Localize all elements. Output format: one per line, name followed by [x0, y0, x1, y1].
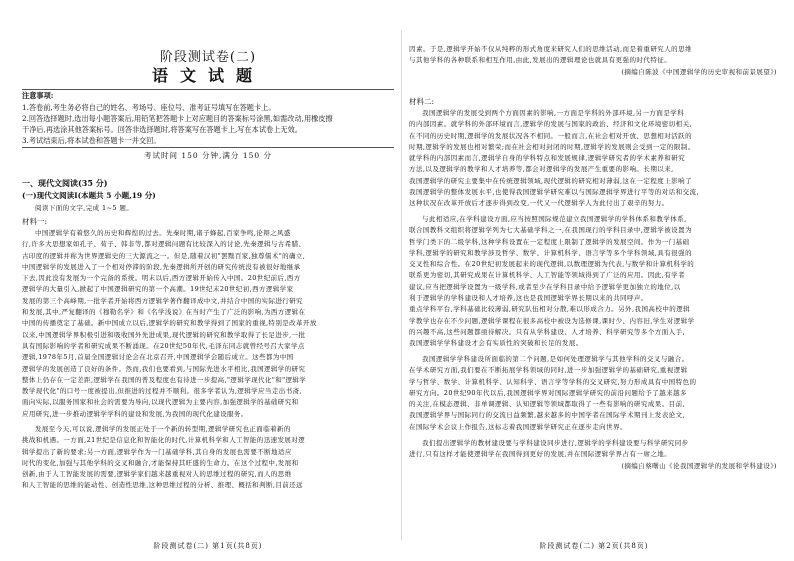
text-line: 我国逻辑学的研究主要集中在传统逻辑领域,现代逻辑的研究相对薄弱,这在一定程度上影响了: [409, 176, 693, 185]
text-line: 利于逻辑学的学科建设和人才培养,这也是我国逻辑学界长期以来的共同呼声。: [409, 294, 648, 303]
text-line: 我国逻辑学的整体发展水平,也使得我国逻辑学研究难以与国际逻辑学界进行平等的对话和交流,: [409, 188, 699, 197]
page-footer: 阶段测试卷(二) 第1页(共8页): [153, 542, 263, 550]
material-label: 材料一:: [22, 217, 48, 226]
text-line: 在国际学术会议上作报告,这标志着我国逻辑学研究正在逐步走向世界。: [409, 422, 627, 431]
page-footer: 阶段测试卷(二) 第2页(共8页): [539, 542, 649, 550]
text-line: 时期,逻辑学的发展也相对繁荣;而在社会相对封闭的时期,逻辑学的发展则会受到一定的限制。: [409, 142, 695, 151]
instruction: [22, 203, 394, 214]
subsection-heading: (一)现代文阅读Ⅰ(本题共 5 小题,19 分): [22, 191, 156, 200]
text-line: 时代的变化,加强与其他学科的交叉和融合,才能保持其旺盛的生命力。在这个过程中,发展和: [22, 458, 299, 467]
page-2: [409, 0, 779, 561]
passage-1-para-1: [22, 228, 394, 420]
text-line: 和发展,其中,严复翻译的《穆勒名学》和《名学浅说》在当时产生了广泛的影响,为西方逻辑在: [22, 308, 306, 317]
source-citation: (摘编自陈波《中国逻辑学的历史审视和前景展望》): [621, 67, 777, 76]
text-line: 学与哲学、数学、计算机科学、认知科学、语言学等学科的交叉研究,努力形成具有中国特色的: [409, 377, 697, 386]
passage-2-para-1: [409, 108, 779, 210]
text-line: 进行,只有这样才能使逻辑学在我国得到更好的发展,并在国际逻辑学界占有一席之地。: [409, 450, 672, 459]
note-line: 3.考试结束后,将本试卷和答题卡一并交回。: [22, 136, 161, 145]
text-line: 中国的传播奠定了基础。新中国成立以后,逻辑学的研究和教学得到了国家的重视,特别是改革开放: [22, 319, 317, 328]
text-line: 联合国教科文组织将逻辑学列为七大基础学科之一,在我国现行的学科目录中,逻辑学被设置为: [409, 226, 693, 235]
source-citation: (摘编自蔡曙山《论我国逻辑学的发展和学科建设》): [621, 461, 777, 470]
text-line: 具有国际影响的学者和研究成果不断涌现。在20世纪50年代,毛泽东同志就曾经号召大家学点: [22, 341, 305, 350]
text-line: 这种状况在改革开放后才逐步得到改变,一代又一代逻辑学人为此付出了艰辛的努力。: [409, 199, 669, 208]
passage-1-para-2: [22, 424, 394, 492]
text-line: 逻辑学的发展创造了良好的条件。然而,我们也要看到,与国际先进水平相比,我国逻辑学的研究: [22, 364, 306, 373]
text-line: 发展的第三个高峰期,一批学者开始将西方逻辑学著作翻译成中文,并结合中国的实际进行研究: [22, 296, 303, 305]
passage-2-para-2: [409, 214, 779, 350]
text-line: 因素。于是,逻辑学开始不仅从纯粹的形式角度来研究人们的思维活动,而是着重研究人的思维: [409, 45, 693, 53]
note-line: 1.答卷前,考生务必将自己的姓名、考场号、座位号、准考证号填写在答题卡上。: [22, 103, 276, 112]
notes-bottom-rule: [22, 147, 394, 148]
text-line: 联系更为密切,其研究成果在计算机科学、人工智能等领域得到了广泛的应用。因此,有学者: [409, 271, 686, 280]
text-line: 逻辑,1978年5月,首届全国逻辑讨论会在北京召开,中国逻辑学会随后成立。这些都为中国: [22, 353, 294, 362]
text-line: 研究方向。20世纪90年代以后,我国逻辑学界对国际逻辑学研究的前沿问题给予了越来越多: [409, 388, 688, 397]
text-line: 建议,应当把逻辑学设置为一级学科,或者至少在学科目录中给予逻辑学更加独立的地位,以: [409, 282, 681, 291]
passage-2-para-3: [409, 354, 779, 433]
note-line: 2.回答选择题时,选出每小题答案后,用铅笔把答题卡上对应题目的答案标号涂黑,如需改动,用橡皮擦: [22, 114, 333, 123]
text-line: 与此相适应,在学科建设方面,应当按照国际规范建立我国逻辑学的学科体系和教学体系,: [422, 215, 687, 223]
exam-time: 考试时间 150 分钟,满分 150 分: [143, 151, 273, 160]
text-line: 我们提出逻辑学的教材建设要与学科建设同步进行,逻辑学的学科建设要与科学研究同步: [422, 439, 689, 447]
text-line: 与其他学科的各种联系和相互作用,由此,发展出的逻辑理论也就具有更强的时代特征。: [409, 56, 672, 65]
notes-heading: 注意事项:: [22, 91, 54, 100]
text-line: 行,许多大思想家如孔子、荀子、韩非等,都对逻辑问题有比较深入的讨论,先秦逻辑与古希腊、: [22, 240, 306, 249]
text-line: 的内部因素。就学科的外部环境而言,逻辑学的发展与国家的政治、经济和文化环境密切相关,: [409, 120, 693, 129]
material-label-2: 材料二:: [409, 97, 435, 106]
text-line: 古印度的逻辑并称为世界逻辑史的三大源流之一。但是,随着汉初"罢黜百家,独尊儒术"的确立,: [22, 251, 306, 260]
passage-1-ending: [409, 44, 779, 78]
text-line: 以来,中国逻辑学界积极引进和吸收国外先进成果,现代逻辑的研究和教学取得了长足进步,一批: [22, 330, 306, 339]
text-line: 的关注,在模态逻辑、非单调逻辑、认知逻辑等领域都取得了一些有影响的研究成果。目前,: [409, 400, 686, 409]
text-line: 在学术研究方面,我们要在不断拓展学科领域的同时,进一步加强逻辑学的基础研究,重视逻辑: [409, 366, 688, 375]
text-line: 我国逻辑学学科建设才会有实质性的突破和长足的发展。: [409, 339, 583, 348]
text-line: 整体上仍存在一定差距,逻辑学在我国的普及程度也有待进一步提高,"逻辑学现代化"和"逻辑学: [22, 375, 307, 384]
text-line: 方法,以及逻辑学的教学和人才培养等,都会对逻辑学的发展产生重要的影响。长期以来,: [409, 165, 674, 174]
text-line: 在不同的历史时期,逻辑学的发展状况各不相同。一般而言,在社会相对开放、思想相对活跃的: [409, 131, 693, 140]
page-1: [22, 0, 394, 561]
text-line: 我国逻辑学界与国际同行的交流日益频繁,越来越多的中国学者在国际学术期刊上发表论文,: [409, 411, 686, 420]
text-line: 面向实际,以服务国家和社会的需要为导向,以现代逻辑为主要内容,加强逻辑学的基础研究和: [22, 398, 299, 407]
text-line: 就学科的内部因素而言,逻辑学自身的学科特点和发展规律,逻辑学研究者的学术素养和研究: [409, 154, 686, 163]
text-line: 我国逻辑学的发展受到两个方面因素的影响,一方面是学科的外部环境,另一方面是学科: [422, 109, 685, 117]
text-line: 教学现代化"的口号一度被提出,但推进的过程并不顺利。很多学者认为,逻辑学应当走出书斋,: [22, 387, 302, 396]
text-line: 创新,由于人工智能发展的需要,逻辑学家们越来越重视对人的思维过程的研究,而人的思维: [22, 470, 292, 479]
page-divider: [401, 30, 402, 540]
text-line: 逻辑学的大量引入,掀起了中国逻辑研究的第一个高潮。19世纪末20世纪初,西方逻辑学家: [22, 285, 294, 294]
subject-title: 语文试题: [151, 66, 264, 85]
text-line: 和人工智能的思维的能动性、创造性思维,这种思维过程的分析、推理、概括和判断,目前还远: [22, 481, 303, 490]
text-line: 下去,因此没有发展为一个完备的系统。明末以后,西方逻辑开始传入中国。20世纪前后,西方: [22, 274, 301, 283]
text-line: 中国逻辑学有着悠久的历史和辉煌的过去。先秦时期,诸子蜂起,百家争鸣,论辩之风盛: [35, 229, 291, 237]
text-line: 中国逻辑学的发展进入了一个相对停滞的阶段,先秦逻辑所开创的研究传统没有被很好地继承: [22, 262, 301, 271]
text-line: 发展至今天,可以说,逻辑学的发展正处于一个新的转型期,逻辑学研究也正面临着新的: [35, 425, 291, 433]
text-line: 学教学也存在不少问题,逻辑学课程在很多高校中被设为选修课,课时少、内容旧,学生对逻辑学: [409, 316, 695, 325]
exam-title: 阶段测试卷(二): [159, 50, 257, 65]
text-line: 交叉性和综合性。在20世纪初发展起来的现代逻辑,以数理逻辑为代表,与数学和计算机科学的: [409, 260, 695, 269]
passage-2-para-4: [409, 438, 779, 472]
section-heading: 一、现代文阅读(35 分): [22, 178, 108, 188]
text-line: 挑战和机遇。一方面,21世纪是信息化和智能化的时代,计算机科学和人工智能的迅速发展对逻: [22, 436, 306, 445]
text-line: 哲学门类下的二级学科,这种学科设置在一定程度上限制了逻辑学的发展空间。作为一门基础: [409, 237, 690, 246]
text-line: 我国逻辑学学科建设所面临的第二个问题,是如何处理逻辑学与其他学科的交叉与融合。: [422, 355, 689, 363]
instruction-text: 阅读下面的文字,完成 1~5 题。: [35, 204, 134, 212]
text-line: 的兴趣不高,这些问题都亟待解决。只有从学科建设、人才培养、科学研究等多个方面入手,: [409, 327, 686, 336]
text-line: 学科,逻辑学的研究和教学涉及哲学、数学、计算机科学、语言学等多个学科领域,具有很强的: [409, 248, 693, 257]
text-line: 辑学提出了新的要求;另一方面,逻辑学作为一门基础学科,其自身的发展也需要不断地适应: [22, 447, 292, 456]
text-line: 应用研究,进一步推动逻辑学学科的建设和发展,为我国的现代化建设服务。: [22, 409, 248, 418]
note-line: 干净后,再选涂其他答案标号。回答非选择题时,将答案写在答题卡上,写在本试卷上无效。: [22, 125, 302, 134]
text-line: 重点学科平台,学科基础比较薄弱,研究队伍相对分散,难以形成合力。另外,我国高校中的逻辑: [409, 305, 691, 314]
